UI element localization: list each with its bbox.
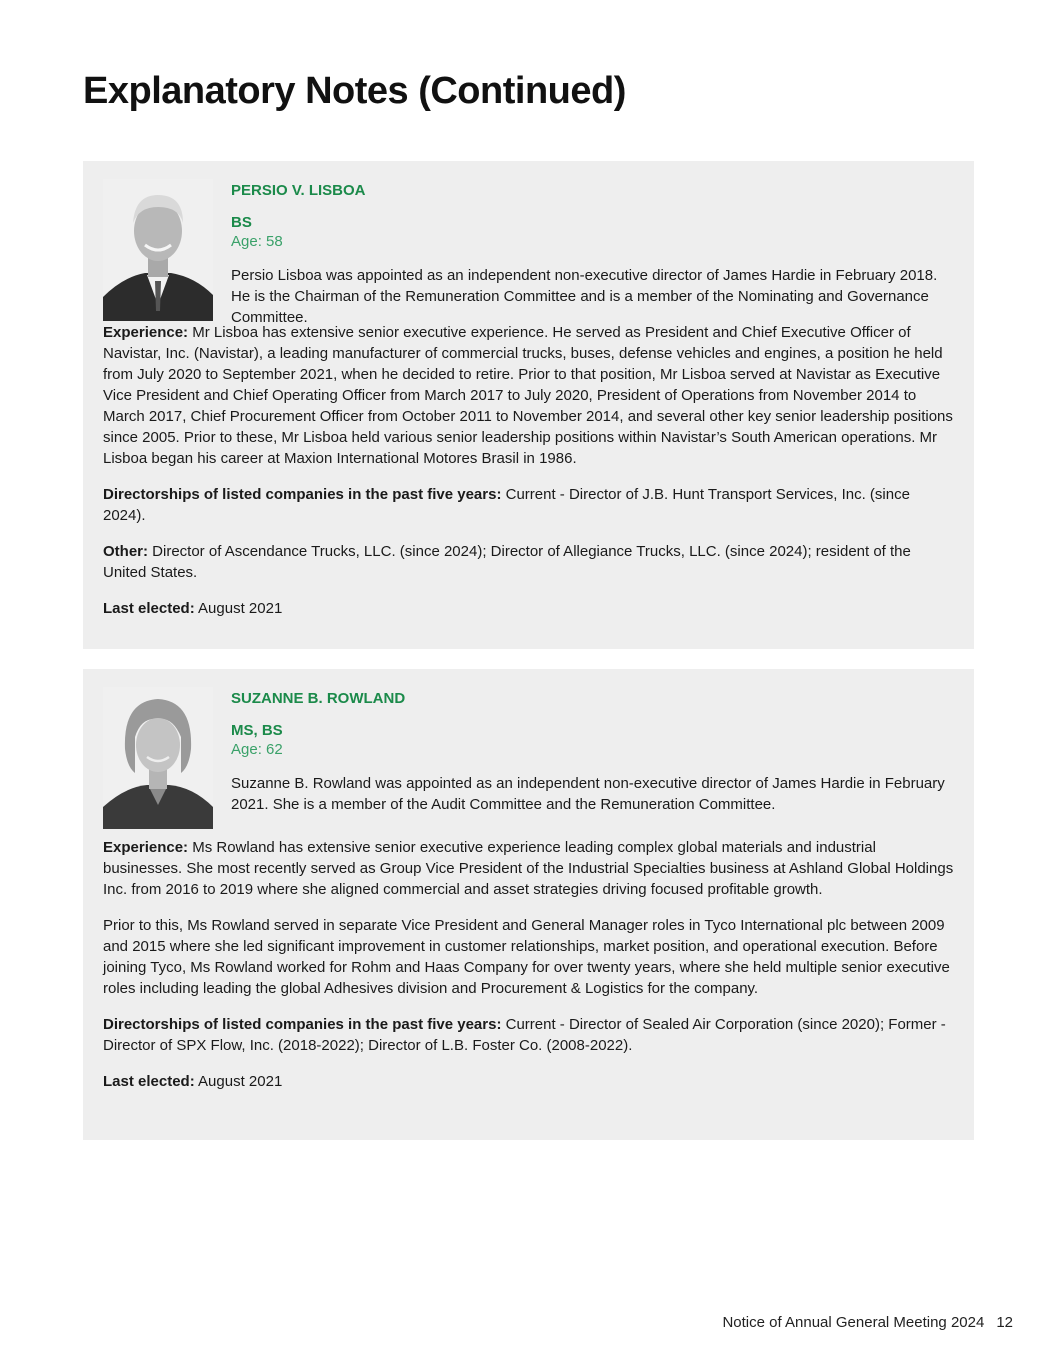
director-intro [231,179,954,328]
footer-document-title: Notice of Annual General Meeting 2024 [722,1314,985,1331]
director-intro [231,687,954,815]
director-name: PERSIO V. LISBOA [231,182,366,199]
last-elected-paragraph [103,598,954,619]
director-degrees: MS, BS [231,722,283,739]
director-header [103,179,954,328]
director-bio: Suzanne B. Rowland was appointed as an independent non-executive director of James Hardie in February 2021. She is a member of the Audit Committee and the Remuneration Committee. [231,775,945,813]
director-card-rowland [83,669,974,1140]
director-name: SUZANNE B. ROWLAND [231,690,406,707]
experience-text: Mr Lisboa has extensive senior executive experience. He served as President and Chief Executive Officer of Navistar, Inc. (Navistar), a leading manufacturer of commercial trucks, buses, defense vehicles and engines, a position he held from July 2020 to September 2021, when he decided to retire. Prior to that position, Mr Lisboa served at Navistar as Executive Vice President and Chief Operating Officer from March 2017 to July 2020, President of Operations from November 2014 to March 2017, Chief Procurement Officer from October 2011 to November 2014, and several other key senior leadership positions since 2005. Prior to these, Mr Lisboa held various senior leadership positions within Navistar’s South American operations. Mr Lisboa began his career at Maxion International Motores Brasil in 1986. [103,324,953,467]
directorships-text: Current - Director of Sealed Air Corporation (since 2020); Former - Director of SPX Flow, Inc. (2018-2022); Director of L.B. Foster Co. (2008-2022). [103,1016,946,1054]
director-bio: Persio Lisboa was appointed as an independent non-executive director of James Hardie in February 2018. He is the Chairman of the Remuneration Committee and is a member of the Nominating and Governance Committee. [231,267,938,326]
director-degrees: BS [231,214,252,231]
experience-paragraph [103,322,954,469]
directorships-paragraph [103,1014,954,1056]
page-number: 12 [996,1314,1013,1331]
directorships-label: Directorships of listed companies in the past five years: [103,1016,502,1033]
experience-paragraph-2: Prior to this, Ms Rowland served in separate Vice President and General Manager roles in Tyco International plc between 2009 and 2015 where she led significant improvement in customer relationships, market position, and operational execution. Before joining Tyco, Ms Rowland worked for Rohm and Haas Company for over twenty years, where she held multiple senior executive roles including leading the global Adhesives division and Procurement & Logistics for the company. [103,917,950,997]
experience-label: Experience: [103,324,189,341]
experience-paragraph [103,837,954,900]
experience-text: Ms Rowland has extensive senior executive experience leading complex global materials and industrial businesses. She most recently served as Group Vice President of the Industrial Specialties business at Ashland Global Holdings Inc. from 2016 to 2019 where she aligned commercial and asset strategies driving focused profitable growth. [103,839,954,898]
directorships-text: Current - Director of J.B. Hunt Transport Services, Inc. (since 2024). [103,486,910,524]
last-elected-value: August 2021 [198,1073,283,1090]
page-footer [722,1314,1013,1331]
other-paragraph [103,541,954,583]
last-elected-paragraph [103,1071,954,1092]
directorships-label: Directorships of listed companies in the past five years: [103,486,502,503]
other-text: Director of Ascendance Trucks, LLC. (since 2024); Director of Allegiance Trucks, LLC. (since 2024); resident of the United States. [103,543,911,581]
directorships-paragraph [103,484,954,526]
director-age: Age: 62 [231,741,283,758]
experience-label: Experience: [103,839,189,856]
director-card-lisboa [83,161,974,649]
last-elected-value: August 2021 [198,600,283,617]
last-elected-label: Last elected: [103,1073,195,1090]
last-elected-label: Last elected: [103,600,195,617]
other-label: Other: [103,543,148,560]
director-header [103,687,954,829]
director-age: Age: 58 [231,233,283,250]
page-title: Explanatory Notes (Continued) [83,70,626,112]
director-photo [103,179,213,321]
director-photo [103,687,213,829]
